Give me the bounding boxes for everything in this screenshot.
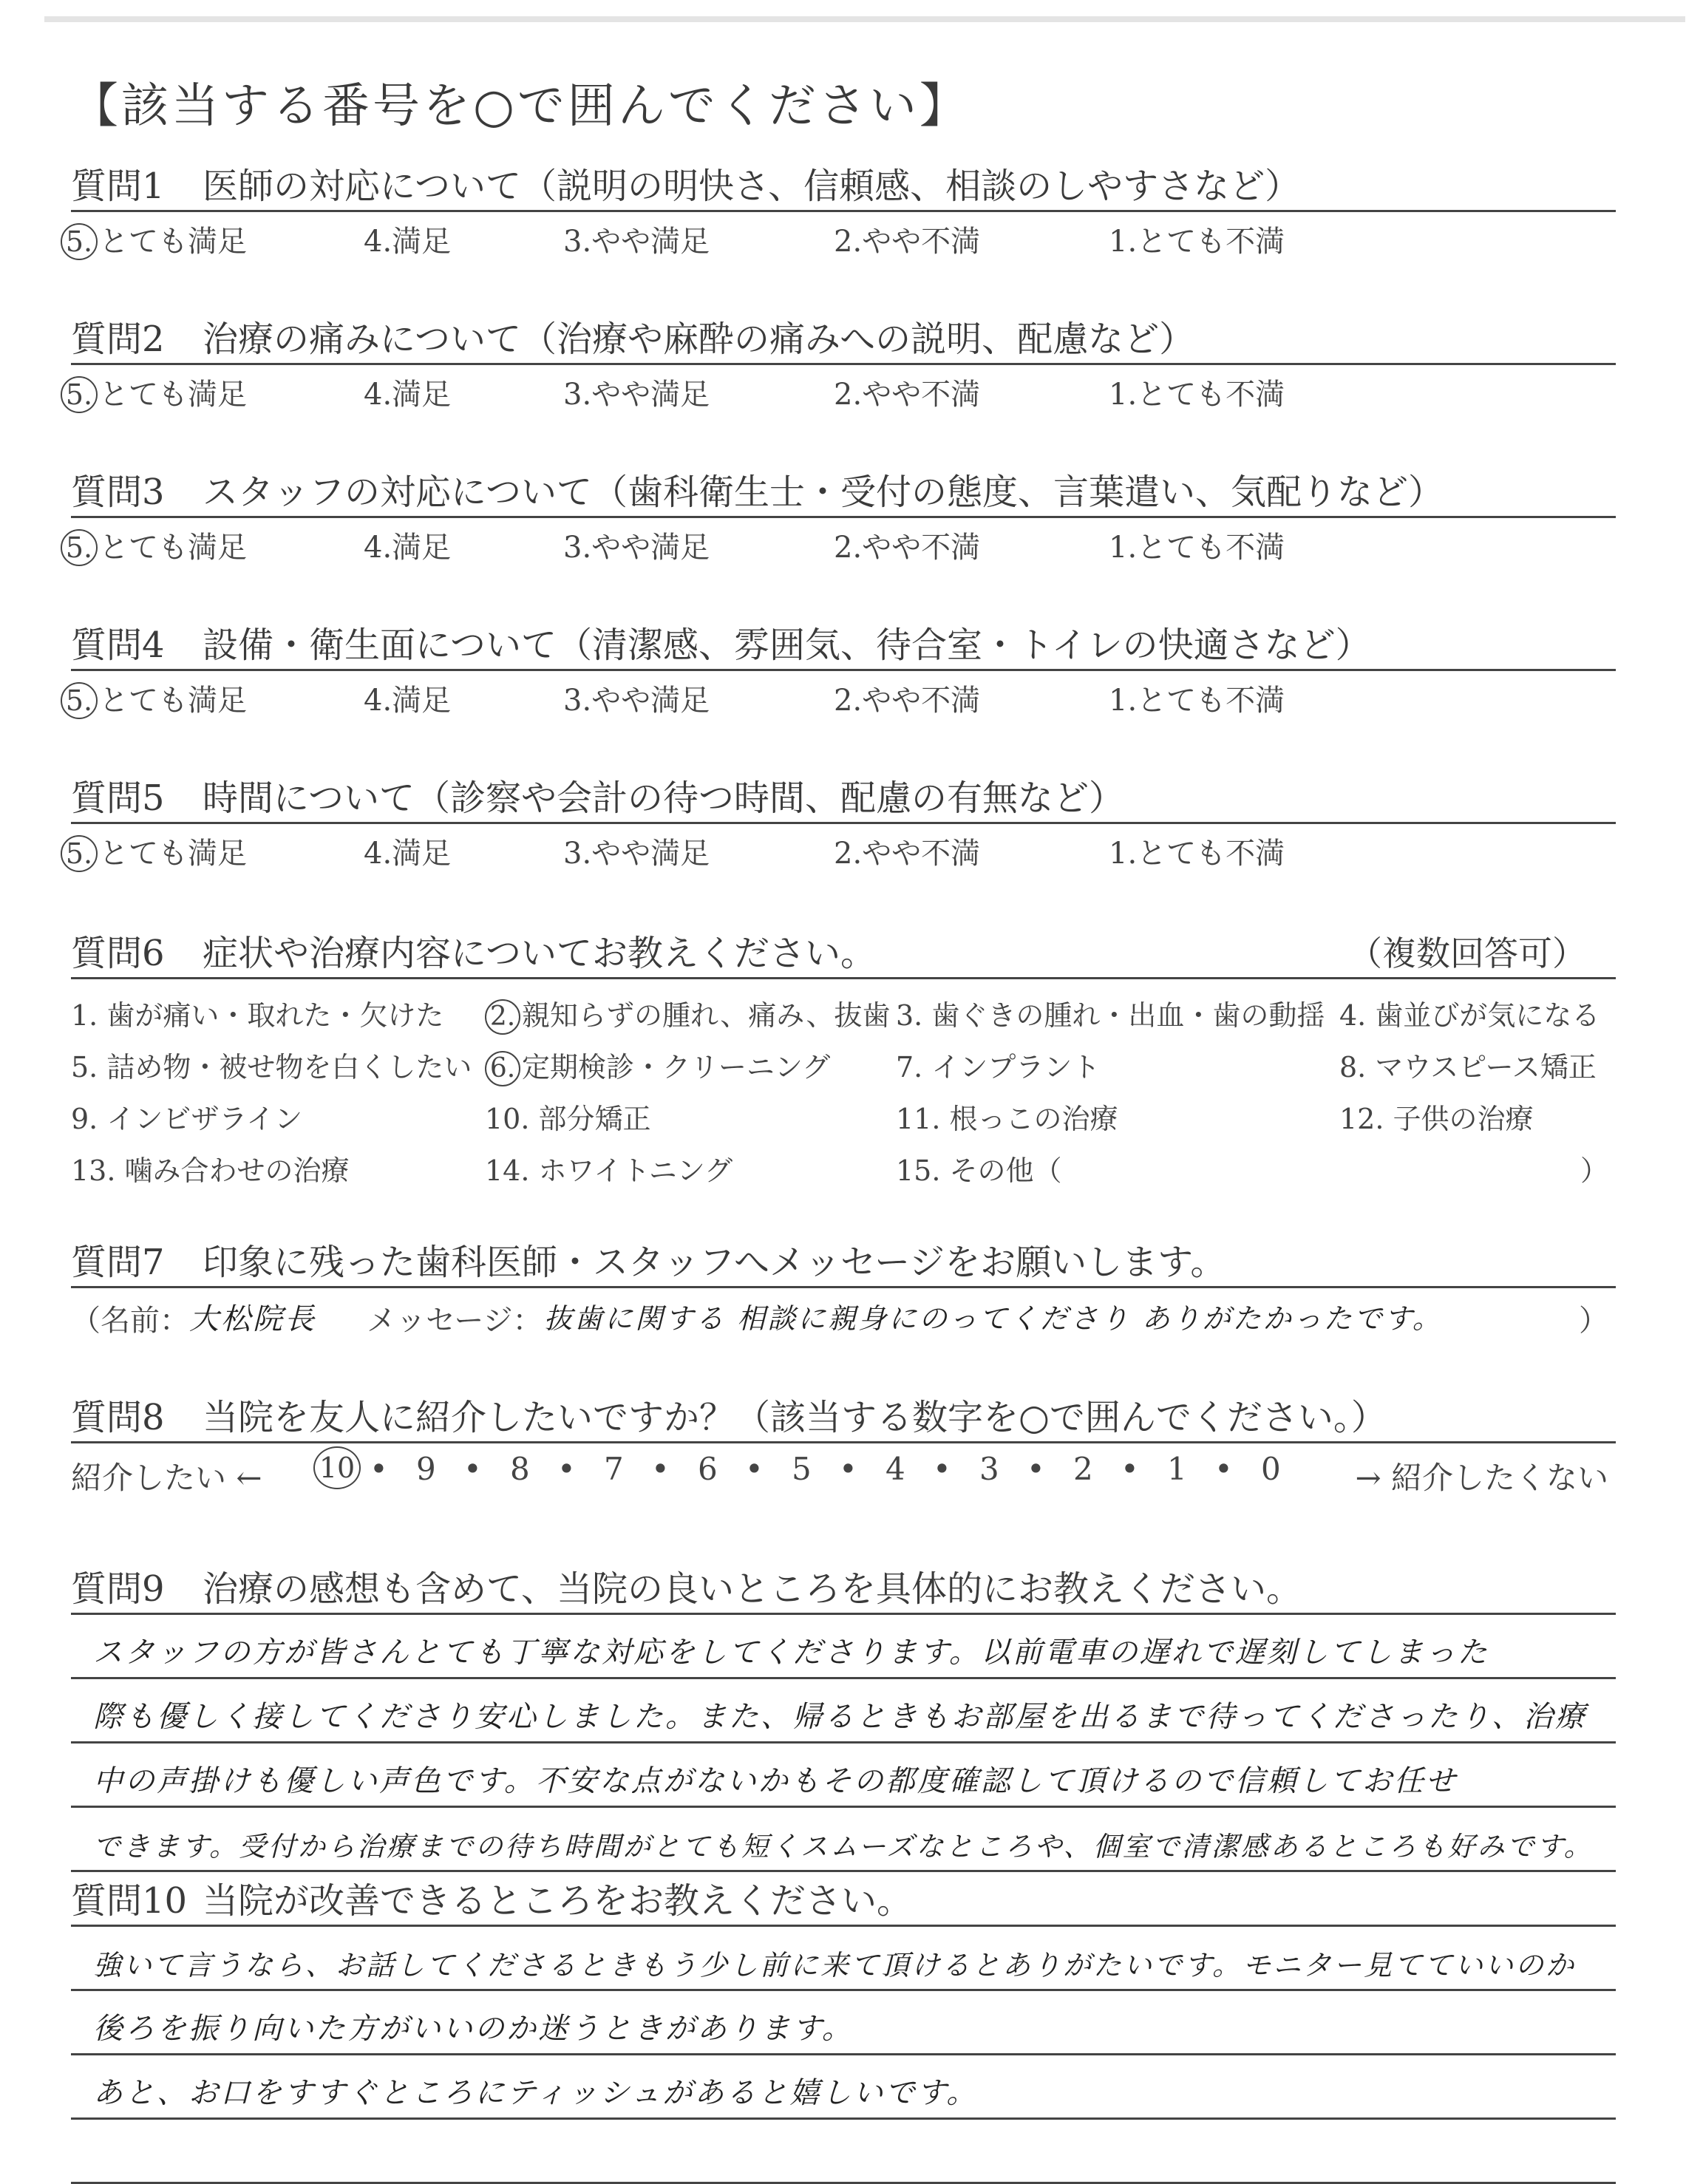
question-number: 質問2 (71, 319, 165, 360)
option-label: とても満足 (99, 378, 247, 412)
question-number: 質問6 (71, 933, 165, 974)
symptom-option[interactable] (485, 993, 891, 1035)
question-number: 質問3 (71, 472, 165, 513)
message-label: メッセージ： (367, 1304, 543, 1338)
selected-circle-mark: 5. (61, 376, 98, 413)
option-label: とても満足 (99, 225, 247, 259)
top-edge-bar (44, 16, 1685, 22)
rating-options (65, 212, 1616, 264)
rating-option[interactable]: 1.とても不満 (1109, 837, 1285, 871)
option-label: とても満足 (99, 837, 247, 871)
question-text: 印象に残った歯科医師・スタッフへメッセージをお願いします。 (203, 1242, 1226, 1283)
scale-separator-dot: • (370, 1451, 388, 1487)
scale-separator-dot: • (1121, 1451, 1139, 1487)
answer-line (71, 1991, 1616, 2055)
answer-line (71, 1744, 1616, 1808)
scale-separator-dot: • (463, 1451, 482, 1487)
message-value: 抜歯に関する 相談に親身にのってくださり ありがたかったです。 (544, 1302, 1443, 1335)
symptom-option[interactable]: 11. 根っこの治療 (896, 1103, 1118, 1135)
question-text: 治療の感想も含めて、当院の良いところを具体的にお教えください。 (203, 1568, 1302, 1610)
answer-area (71, 1615, 1616, 1872)
scale-value[interactable]: 6 (698, 1451, 718, 1487)
selected-circle-mark: 2. (485, 999, 520, 1035)
rating-option[interactable]: 4.満足 (364, 684, 452, 718)
question-10-title (71, 1877, 1616, 1925)
handwritten-answer: あと、お口をすすぐところにティッシュがあると嬉しいです。 (93, 2076, 979, 2110)
question-title (71, 775, 1616, 822)
close-paren: ） (1579, 1304, 1608, 1338)
rating-option[interactable]: 4.満足 (364, 225, 452, 259)
rating-option[interactable]: 2.やや不満 (834, 684, 981, 718)
question-text: 治療の痛みについて（治療や麻酔の痛みへの説明、配慮など） (203, 319, 1195, 360)
option-label: とても満足 (99, 684, 247, 718)
scale-value[interactable]: 2 (1073, 1451, 1093, 1487)
question-text: 当院が改善できるところをお教えください。 (203, 1880, 913, 1922)
selected-circle-mark: 5. (61, 682, 98, 719)
scale-value[interactable]: 1 (1167, 1451, 1187, 1487)
question-number: 質問4 (71, 625, 165, 666)
message-line (71, 1288, 1616, 1340)
symptom-option[interactable]: 7. インプラント (896, 1051, 1101, 1084)
rating-options (65, 365, 1616, 417)
rating-option[interactable] (61, 677, 247, 719)
symptom-option[interactable]: 10. 部分矯正 (485, 1103, 651, 1135)
question-number: 質問7 (71, 1242, 165, 1283)
question-9-title (71, 1565, 1616, 1613)
question-text: 時間について（診察や会計の待つ時間、配慮の有無など） (203, 778, 1125, 819)
symptom-option[interactable]: 14. ホワイトニング (485, 1154, 733, 1187)
scale-value[interactable]: 9 (416, 1451, 436, 1487)
handwritten-answer: 際も優しく接してくださり安心しました。また、帰るときもお部屋を出るまで待ってくださったり、治療 (93, 1700, 1587, 1734)
symptom-option[interactable] (485, 1044, 830, 1086)
rating-option[interactable] (61, 371, 247, 413)
rating-options (65, 824, 1616, 876)
question-title (71, 469, 1616, 516)
answer-line (71, 2055, 1616, 2120)
selected-circle-mark: 5. (61, 529, 98, 566)
question-title (71, 163, 1616, 210)
name-value: 大松院長 (189, 1302, 316, 1336)
scale-separator-dot: • (745, 1451, 764, 1487)
rating-option[interactable]: 1.とても不満 (1109, 225, 1285, 259)
question-10 (71, 1877, 1616, 2184)
question-text: 設備・衛生面について（清潔感、雰囲気、待合室・トイレの快適さなど） (203, 625, 1371, 666)
symptom-option[interactable]: 3. 歯ぐきの腫れ・出血・歯の動揺 (896, 999, 1325, 1032)
question-title (71, 316, 1616, 363)
symptom-option[interactable]: 13. 噛み合わせの治療 (71, 1154, 350, 1187)
scale-separator-dot: • (651, 1451, 670, 1487)
question-8-title (71, 1394, 1616, 1441)
rating-option[interactable]: 2.やや不満 (834, 837, 981, 871)
scale-left-label: 紹介したい ← (71, 1460, 262, 1496)
scale-separator-dot: • (557, 1451, 576, 1487)
question-8 (71, 1394, 1616, 1497)
selected-circle-mark: 5. (61, 835, 98, 872)
symptom-option[interactable]: 8. マウスピース矯正 (1339, 1051, 1597, 1084)
rating-option[interactable]: 3.やや満足 (563, 225, 710, 259)
scale-separator-dot: • (1214, 1451, 1233, 1487)
scale-value[interactable]: 5 (792, 1451, 812, 1487)
rating-option[interactable]: 2.やや不満 (834, 225, 981, 259)
selected-circle-mark: 5. (61, 223, 98, 260)
question-7-title (71, 1239, 1616, 1286)
answer-line (71, 2120, 1616, 2184)
multiple-answer-note: （複数回答可） (1348, 933, 1586, 973)
rating-option[interactable] (61, 524, 247, 566)
rating-options (65, 518, 1616, 570)
question-2 (65, 316, 1616, 417)
answer-area (71, 1927, 1616, 2184)
rating-option[interactable] (61, 218, 247, 260)
question-text: 医師の対応について（説明の明快さ、信頼感、相談のしやすさなど） (203, 166, 1301, 207)
name-label: 名前： (101, 1304, 189, 1338)
symptom-option[interactable]: 15. その他（ (896, 1154, 1062, 1187)
rating-option[interactable]: 1.とても不満 (1109, 378, 1285, 412)
symptom-option[interactable]: 12. 子供の治療 (1339, 1103, 1534, 1135)
question-title (71, 622, 1616, 669)
answer-line (71, 1615, 1616, 1679)
question-number: 質問5 (71, 778, 165, 819)
option-label: 親知らずの腫れ、痛み、抜歯 (522, 999, 891, 1032)
symptom-option[interactable]: 4. 歯並びが気になる (1339, 999, 1600, 1032)
scale-separator-dot: • (933, 1451, 951, 1487)
question-number: 質問8 (71, 1397, 165, 1438)
rating-option[interactable]: 1.とても不満 (1109, 531, 1285, 565)
option-label: とても満足 (99, 531, 247, 565)
rating-option[interactable]: 2.やや不満 (834, 531, 981, 565)
question-4 (65, 622, 1616, 723)
question-1 (65, 163, 1616, 264)
page-heading: 【該当する番号を○で囲んでください】 (71, 79, 970, 134)
scale-value[interactable]: 7 (604, 1451, 624, 1487)
scale-value[interactable]: 4 (886, 1451, 905, 1487)
question-text: スタッフの対応について（歯科衛生士・受付の態度、言葉遣い、気配りなど） (203, 472, 1444, 513)
question-number: 質問9 (71, 1568, 165, 1610)
question-5 (65, 775, 1616, 876)
scale-separator-dot: • (839, 1451, 857, 1487)
question-6-title (71, 930, 1616, 977)
rating-option[interactable]: 4.満足 (364, 378, 452, 412)
question-text: 当院を友人に紹介したいですか？（該当する数字を○で囲んでください。） (203, 1397, 1387, 1438)
rating-option[interactable]: 1.とても不満 (1109, 684, 1285, 718)
rating-option[interactable]: 3.やや満足 (563, 378, 710, 412)
scale-separator-dot: • (1027, 1451, 1045, 1487)
other-close-paren: ） (1580, 1154, 1608, 1187)
symptom-option[interactable]: 9. インビザライン (71, 1103, 303, 1135)
rating-option[interactable]: 4.満足 (364, 531, 452, 565)
selected-circle-mark: 6. (485, 1051, 520, 1086)
question-number: 質問1 (71, 166, 165, 207)
question-9 (71, 1565, 1616, 1872)
option-label: 定期検診・クリーニング (522, 1051, 831, 1084)
answer-line (71, 1808, 1616, 1872)
scale-right-label: → 紹介したくない (1355, 1460, 1608, 1496)
open-paren: （ (71, 1304, 101, 1338)
rating-option[interactable] (61, 830, 247, 872)
scale-value[interactable]: 3 (979, 1451, 999, 1487)
rating-option[interactable]: 3.やや満足 (563, 837, 710, 871)
rating-option[interactable]: 4.満足 (364, 837, 452, 871)
question-7 (71, 1239, 1616, 1340)
rating-option[interactable]: 2.やや不満 (834, 378, 981, 412)
handwritten-answer: できます。受付から治療までの待ち時間がとても短くスムーズなところや、個室で清潔感あるところも好みです。 (93, 1831, 1594, 1862)
answer-line (71, 1927, 1616, 1991)
symptom-option[interactable]: 5. 詰め物・被せ物を白くしたい (71, 1051, 472, 1084)
question-number: 質問10 (71, 1880, 188, 1922)
symptom-option[interactable]: 1. 歯が痛い・取れた・欠けた (71, 999, 444, 1032)
scale-value[interactable]: 0 (1261, 1451, 1281, 1487)
handwritten-answer: 後ろを振り向いた方がいいのか迷うときがあります。 (93, 2012, 854, 2046)
recommend-scale (71, 1443, 1616, 1497)
rating-option[interactable]: 3.やや満足 (563, 684, 710, 718)
question-3 (65, 469, 1616, 570)
question-6 (71, 930, 1616, 1194)
question-text: 症状や治療内容についてお教えください。 (203, 933, 877, 974)
rating-options (65, 671, 1616, 723)
handwritten-answer: 中の声掛けも優しい声色です。不安な点がないかもその都度確認して頂けるので信頼してお任せ (93, 1764, 1458, 1798)
handwritten-answer: スタッフの方が皆さんとても丁寧な対応をしてくださります。以前電車の遅れで遅刻してしまった (93, 1636, 1489, 1670)
handwritten-answer: 強いて言うなら、お話してくださるときもう少し前に来て頂けるとありがたいです。モニター見てていいのか (93, 1949, 1576, 1981)
answer-line (71, 1679, 1616, 1744)
rating-option[interactable]: 3.やや満足 (563, 531, 710, 565)
scale-value[interactable]: 10 (313, 1446, 361, 1489)
scale-value[interactable]: 8 (510, 1451, 530, 1487)
symptom-options (71, 979, 1616, 1194)
